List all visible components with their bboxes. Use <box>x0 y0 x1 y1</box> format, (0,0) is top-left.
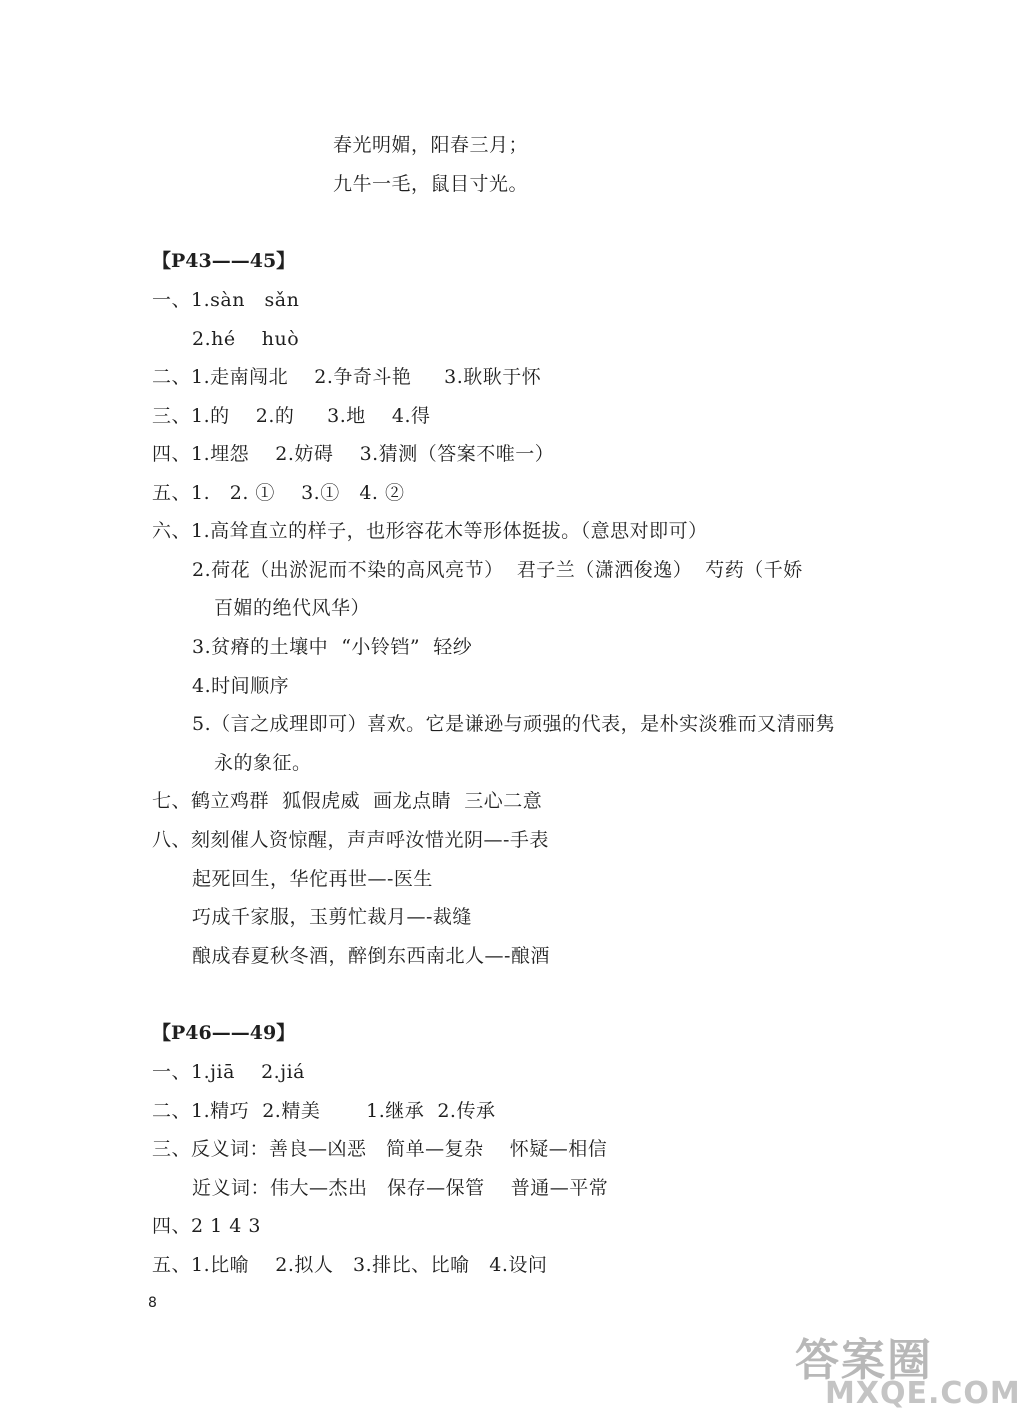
answer-line: 巧成千家服，玉剪忙裁月—-裁缝 <box>192 906 472 928</box>
answer-line: 四、1.埋怨 2.妨碍 3.猜测（答案不唯一） <box>152 443 555 465</box>
answer-line: 八、刻刻催人资惊醒，声声呼汝惜光阴—-手表 <box>152 829 549 851</box>
answer-line: 一、1.jiā 2.jiá <box>152 1061 306 1083</box>
answer-line: 近义词：伟大—杰出 保存—保管 普通—平常 <box>192 1177 609 1199</box>
poem-line-1: 春光明媚，阳春三月； <box>333 134 529 156</box>
answer-line: 五、1. 2. ① 3.① 4. ② <box>152 482 405 504</box>
answer-line: 永的象征。 <box>214 752 312 774</box>
section-heading-p43-45: 【P43——45】 <box>152 250 296 272</box>
section-heading-p46-49: 【P46——49】 <box>152 1022 296 1044</box>
answer-line: 四、2 1 4 3 <box>152 1215 261 1237</box>
page-number: 8 <box>148 1295 157 1311</box>
answer-line: 一、1.sàn sǎn <box>152 289 300 311</box>
answer-line: 2.荷花（出淤泥而不染的高风亮节） 君子兰（潇洒俊逸） 芍药（千娇 <box>192 559 803 581</box>
answer-line: 5.（言之成理即可）喜欢。它是谦逊与顽强的代表，是朴实淡雅而又清丽隽 <box>192 713 836 735</box>
answer-line: 百媚的绝代风华） <box>214 597 371 619</box>
answer-line: 3.贫瘠的土壤中 “小铃铛” 轻纱 <box>192 636 473 658</box>
answer-line: 2.hé huò <box>192 328 300 350</box>
answer-line: 二、1.走南闯北 2.争奇斗艳 3.耿耿于怀 <box>152 366 542 388</box>
answer-line: 二、1.精巧 2.精美 1.继承 2.传承 <box>152 1100 496 1122</box>
watermark-url-text: MXQE.COM <box>825 1376 1021 1411</box>
answer-line: 起死回生，华佗再世—-医生 <box>192 868 433 890</box>
answer-line: 三、1.的 2.的 3.地 4.得 <box>152 405 431 427</box>
answer-line: 4.时间顺序 <box>192 675 290 697</box>
answer-line: 五、1.比喻 2.拟人 3.排比、比喻 4.设问 <box>152 1254 548 1276</box>
answer-line: 酿成春夏秋冬酒，醉倒东西南北人—-酿酒 <box>192 945 550 967</box>
poem-line-2: 九牛一毛，鼠目寸光。 <box>333 173 529 195</box>
answer-line: 七、鹤立鸡群 狐假虎威 画龙点睛 三心二意 <box>152 790 543 812</box>
watermark-logo <box>785 1324 1021 1414</box>
answer-line: 三、反义词：善良—凶恶 简单—复杂 怀疑—相信 <box>152 1138 608 1160</box>
answer-line: 六、1.高耸直立的样子，也形容花木等形体挺拔。（意思对即可） <box>152 520 708 542</box>
watermark-cn-text: 答案圈 <box>795 1335 933 1386</box>
